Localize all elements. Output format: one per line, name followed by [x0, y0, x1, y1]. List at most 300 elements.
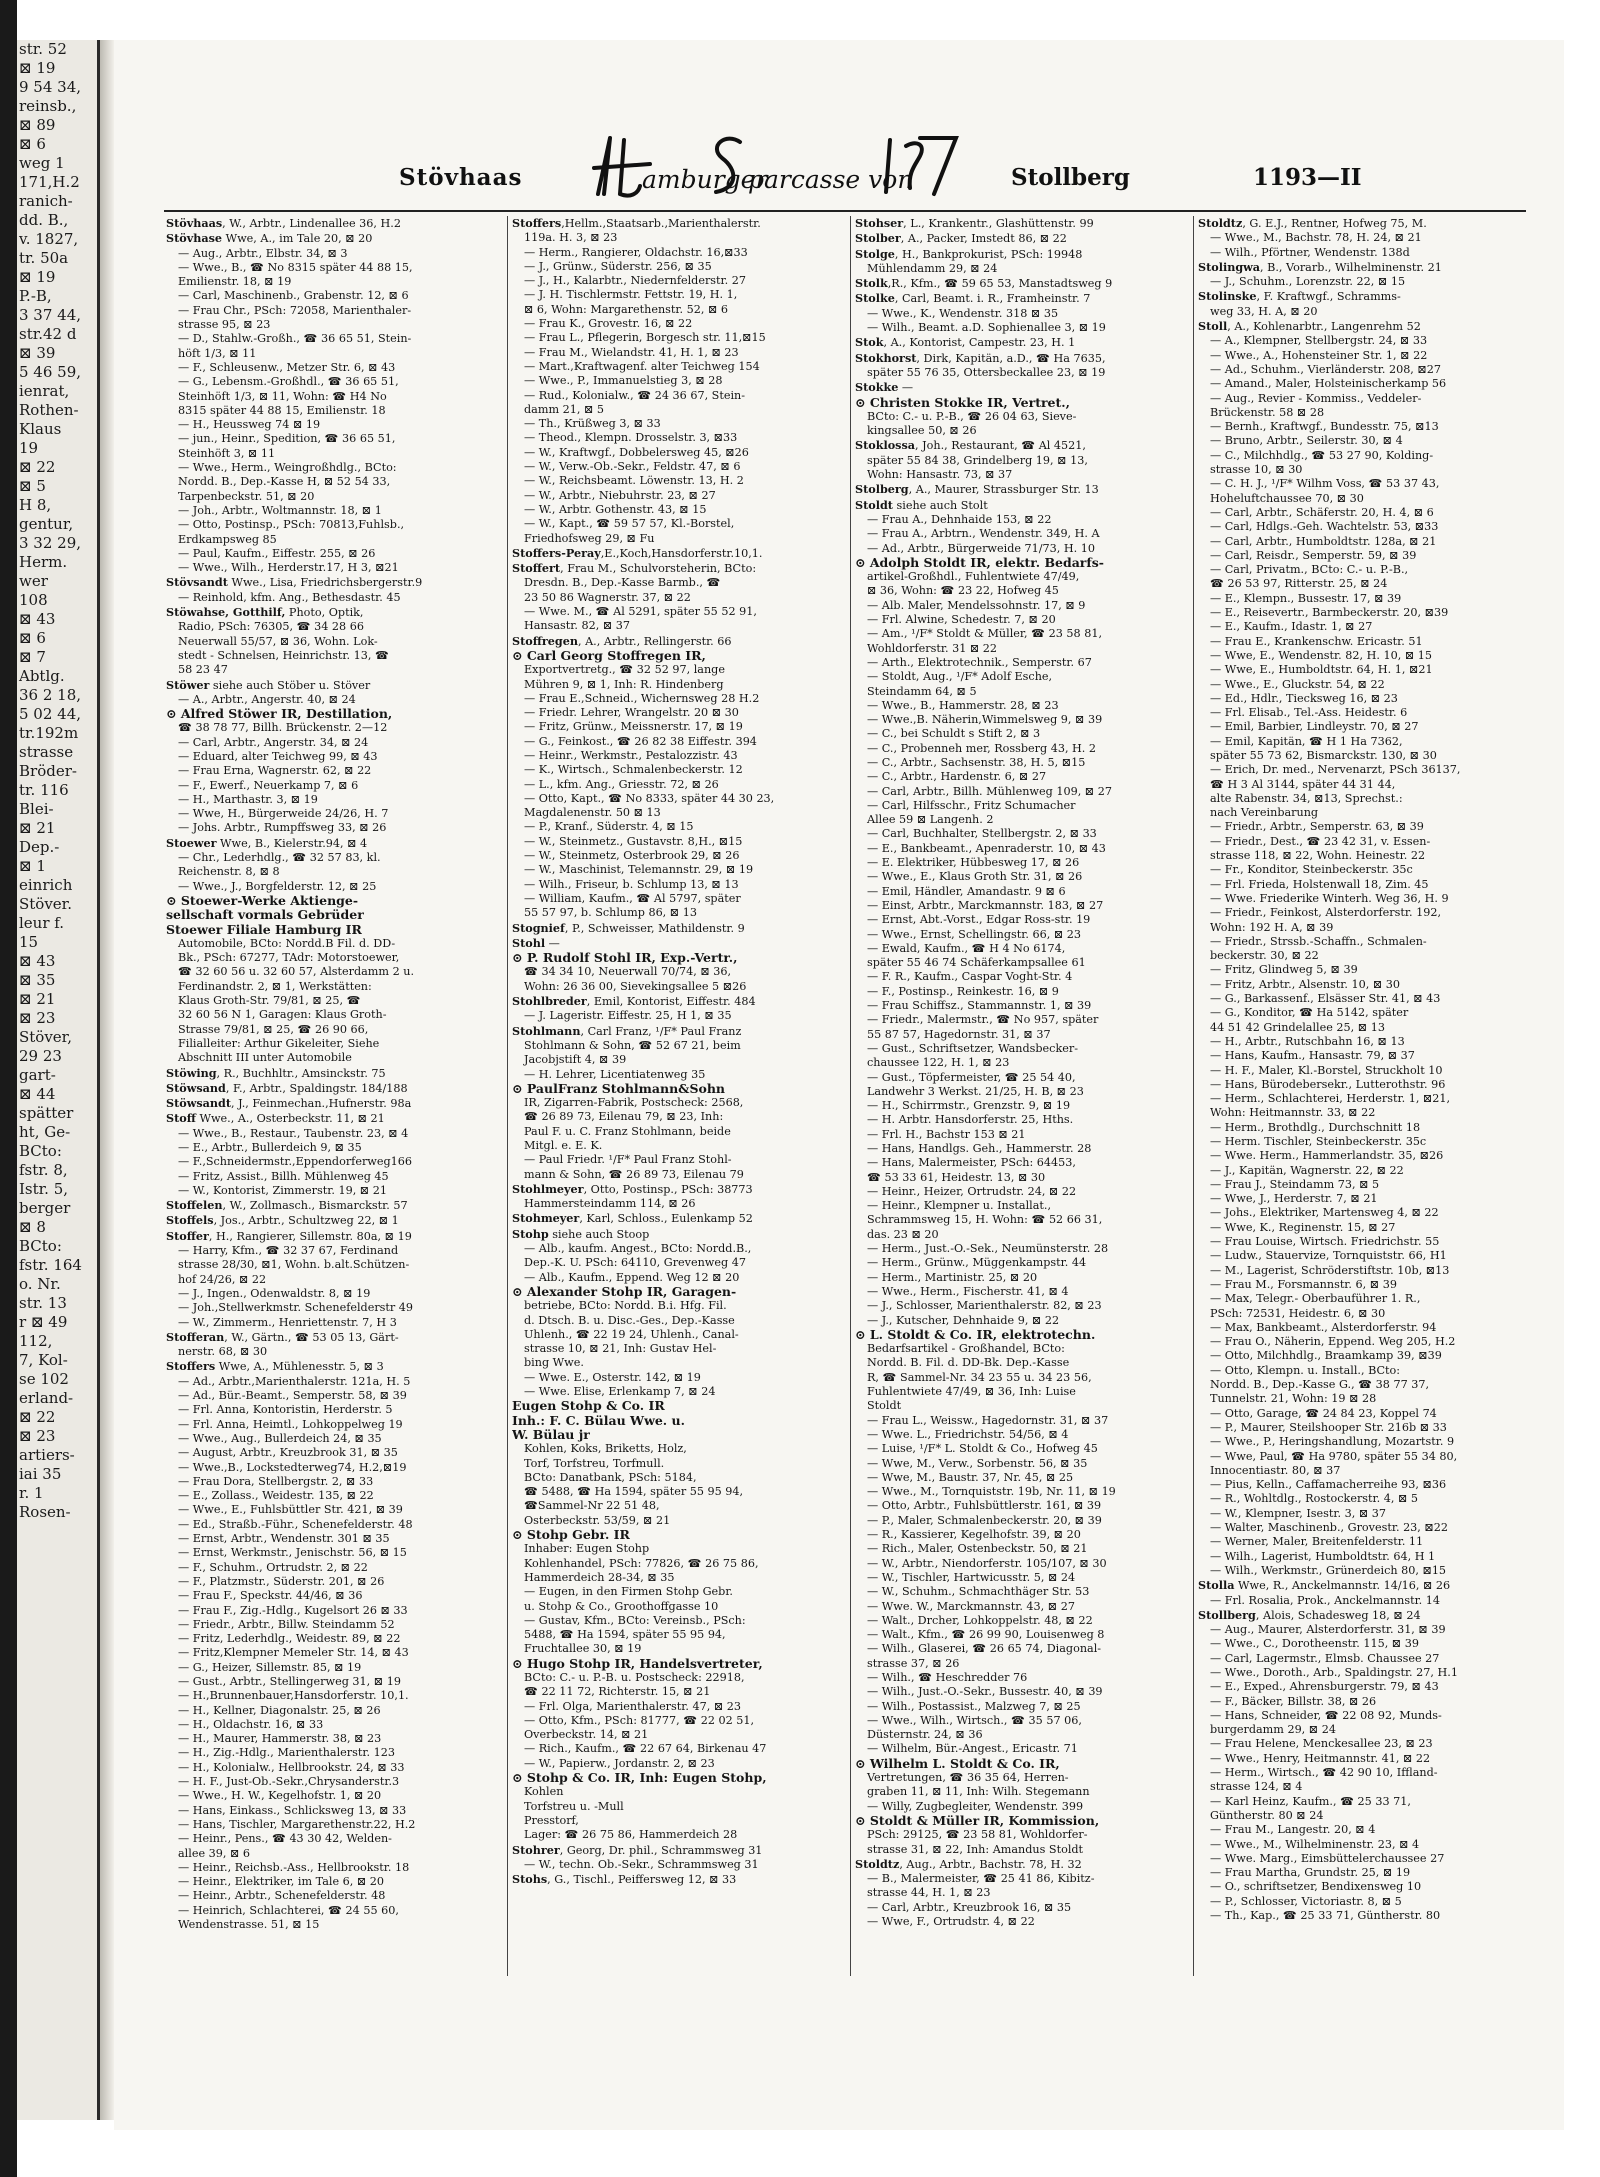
- directory-entry: [855, 1828, 1189, 1842]
- directory-entry: [166, 332, 503, 346]
- directory-entry: [166, 1403, 503, 1417]
- directory-entry: [1198, 1752, 1526, 1766]
- entry-text: Tunnelstr. 21, Wohn: 19 ⊠ 28: [1210, 1392, 1377, 1406]
- directory-entry: [512, 994, 846, 1009]
- directory-entry: [512, 878, 846, 892]
- entry-text: — Ernst, Arbtr., Wendenstr. 301 ⊠ 35: [178, 1532, 390, 1546]
- previous-page-snippet: r ⊠ 49: [19, 1313, 68, 1331]
- directory-entry: [512, 1182, 846, 1197]
- entry-text: — Heinr., Pens., ☎ 43 30 42, Welden-: [178, 1832, 392, 1846]
- entry-text: — Otto, Arbtr., Fuhlsbüttlerstr. 161, ⊠ 39: [867, 1499, 1102, 1513]
- entry-text: sellschaft vormals Gebrüder: [166, 908, 364, 923]
- directory-entry: [166, 289, 503, 303]
- entry-text: — W., Arbtr. Gothenstr. 43, ⊠ 15: [524, 502, 707, 516]
- directory-entry: [855, 291, 1189, 306]
- entry-text: Tarpenbeckstr. 51, ⊠ 20: [178, 489, 315, 503]
- entry-text: — Wilh., ☎ Heschredder 76: [867, 1670, 1028, 1684]
- directory-entry: [855, 970, 1189, 984]
- directory-entry: [166, 620, 503, 634]
- advertisement-entry: [512, 1399, 846, 1413]
- directory-entry: [855, 1785, 1189, 1799]
- directory-entry: [166, 937, 503, 951]
- directory-entry: [512, 1785, 846, 1799]
- entry-text: — W., Arbtr., Niendorferstr. 105/107, ⊠ 30: [867, 1556, 1107, 1570]
- entry-text: — H., Arbtr., Rutschbahn 16, ⊠ 13: [1210, 1034, 1405, 1048]
- directory-entry: [1198, 649, 1526, 663]
- directory-entry: [166, 750, 503, 764]
- directory-entry: [1198, 1895, 1526, 1909]
- directory-entry: [855, 1657, 1189, 1671]
- directory-entry: [166, 1675, 503, 1689]
- previous-page-margin: [17, 40, 100, 2120]
- entry-text: Schrammsweg 15, H. Wohn: ☎ 52 66 31,: [867, 1213, 1103, 1227]
- directory-entry: [512, 1271, 846, 1285]
- entry-text: — P., Schlosser, Victoriastr. 8, ⊠ 5: [1210, 1894, 1402, 1908]
- directory-entry: [512, 446, 846, 460]
- entry-text: — Hans, Einkass., Schlicksweg 13, ⊠ 33: [178, 1803, 407, 1817]
- entry-text: — Emil, Händler, Amandastr. 9 ⊠ 6: [867, 884, 1066, 898]
- directory-entry: [512, 1442, 846, 1456]
- previous-page-snippet: str. 13: [19, 1294, 67, 1312]
- directory-entry: [166, 1861, 503, 1875]
- entry-text: —: [545, 936, 560, 950]
- previous-page-snippet: 3 32 29,: [19, 534, 82, 552]
- entry-text: — Emil, Kapitän, ☎ H 1 Ha 7362,: [1210, 734, 1403, 748]
- directory-entry: [1198, 1292, 1526, 1306]
- directory-entry: [166, 1229, 503, 1244]
- directory-entry: [1198, 692, 1526, 706]
- directory-entry: [855, 366, 1189, 380]
- entry-text: ⊙ Carl Georg Stoffregen IR,: [512, 648, 706, 663]
- entry-text: — Gustav, Kfm., BCto: Vereinsb., PSch:: [524, 1613, 746, 1627]
- advertisement-entry: [855, 1814, 1189, 1828]
- entry-text: Wwe, R., Anckelmannstr. 14/16, ⊠ 26: [1234, 1579, 1451, 1593]
- directory-entry: [855, 1285, 1189, 1299]
- entry-text: 5488, ☎ Ha 1594, später 55 95 94,: [524, 1628, 726, 1642]
- directory-entry: [1198, 1680, 1526, 1694]
- directory-entry: [512, 260, 846, 274]
- entry-text: — Frau Louise, Wirtsch. Friedrichstr. 55: [1210, 1235, 1440, 1249]
- directory-entry: [855, 799, 1189, 813]
- page-number: 1193—II: [1253, 164, 1362, 191]
- entry-text: — Wwe., P., Heringshandlung, Mozartstr. 9: [1210, 1435, 1455, 1449]
- entry-text: — H., Marthastr. 3, ⊠ 19: [178, 792, 318, 806]
- directory-entry: [512, 1024, 846, 1039]
- entry-text: Wwe, B., Kielerstr.94, ⊠ 4: [216, 836, 368, 850]
- entry-text: — Rich., Maler, Ostenbeckstr. 50, ⊠ 21: [867, 1542, 1088, 1556]
- previous-page-snippet: strasse: [19, 743, 74, 761]
- entry-text: — Am., ¹/F* Stoldt & Müller, ☎ 23 58 81,: [867, 627, 1103, 641]
- entry-text: — Wilh., Glaserei, ☎ 26 65 74, Diagonal-: [867, 1642, 1102, 1656]
- directory-entry: [855, 454, 1189, 468]
- entry-text: Emilienstr. 18, ⊠ 19: [178, 275, 292, 289]
- entry-text: Hammersteindamm 114, ⊠ 26: [524, 1197, 696, 1211]
- directory-entry: [166, 1689, 503, 1703]
- entry-text: — Joh., Arbtr., Woltmannstr. 18, ⊠ 1: [178, 503, 382, 517]
- directory-entry: [512, 1828, 846, 1842]
- directory-entry: [512, 1858, 846, 1872]
- directory-entry: [512, 892, 846, 906]
- directory-entry: [166, 1258, 503, 1272]
- entry-text: — Aug., Arbtr., Elbstr. 34, ⊠ 3: [178, 246, 348, 260]
- entry-text: — J., Kutscher, Dehnhaide 9, ⊠ 22: [867, 1313, 1060, 1327]
- directory-entry: [512, 374, 846, 388]
- directory-entry: [166, 1818, 503, 1832]
- entry-text: — W., Kapt., ☎ 59 57 57, Kl.-Borstel,: [524, 517, 735, 531]
- directory-entry: [855, 1342, 1189, 1356]
- directory-entry: [1198, 477, 1526, 491]
- svg-text:parcasse von: parcasse von: [748, 165, 914, 194]
- directory-entry: [1198, 1206, 1526, 1220]
- entry-text: — Alb., kaufm. Angest., BCto: Nordd.B.,: [524, 1242, 752, 1256]
- entry-text: — F., Schuhm., Ortrudstr. 2, ⊠ 22: [178, 1560, 368, 1574]
- directory-entry: [1198, 535, 1526, 549]
- directory-entry: [512, 1872, 846, 1887]
- column-divider: [1193, 216, 1194, 1976]
- directory-entry: [512, 692, 846, 706]
- entry-text: — Carl, Arbtr., Schäferstr. 20, H. 4, ⊠ 6: [1210, 505, 1434, 519]
- entry-text: Wwe, A., Mühlenesstr. 5, ⊠ 3: [215, 1360, 384, 1374]
- directory-entry: [512, 1328, 846, 1342]
- directory-entry: [166, 1244, 503, 1258]
- previous-page-snippet: ienrat,: [19, 382, 70, 400]
- directory-entry: [1198, 1378, 1526, 1392]
- entry-text: — Frl. Anna, Kontoristin, Herderstr. 5: [178, 1403, 393, 1417]
- directory-entry: [1198, 334, 1526, 348]
- directory-entry: [166, 1273, 503, 1287]
- entry-text: Strasse 79/81, ⊠ 25, ☎ 26 90 66,: [178, 1022, 369, 1036]
- directory-entry: [855, 627, 1189, 641]
- entry-text: — W., Maschinist, Telemannstr. 29, ⊠ 19: [524, 863, 754, 877]
- entry-text: — J., Schlosser, Marienthalerstr. 82, ⊠ 23: [867, 1299, 1102, 1313]
- previous-page-snippet: Abtlg.: [19, 667, 65, 685]
- directory-entry: [512, 576, 846, 590]
- entry-text: Bedarfsartikel - Großhandel, BCto:: [867, 1342, 1065, 1356]
- directory-entry: [166, 1023, 503, 1037]
- directory-entry: [166, 1804, 503, 1818]
- entry-text: — F., Platzmstr., Süderstr. 201, ⊠ 26: [178, 1574, 385, 1588]
- entry-text: ⊙ Hugo Stohp IR, Handelsvertreter,: [512, 1656, 763, 1671]
- entry-text: — W., techn. Ob.-Sekr., Schrammsweg 31: [524, 1857, 759, 1871]
- directory-entry: [855, 1213, 1189, 1227]
- previous-page-snippet: ⊠ 43: [19, 610, 56, 628]
- entry-text: — K., Wirtsch., Schmalenbeckerstr. 12: [524, 763, 743, 777]
- entry-text: — L., kfm. Ang., Griesstr. 72, ⊠ 26: [524, 777, 719, 791]
- directory-entry: [512, 360, 846, 374]
- entry-text: — Walt., Drcher, Lohkoppelstr. 48, ⊠ 22: [867, 1613, 1093, 1627]
- directory-entry: [166, 807, 503, 821]
- entry-text: — Hans, Kaufm., Hansastr. 79, ⊠ 37: [1210, 1049, 1415, 1063]
- entry-text: , A., Arbtr., Rellingerstr. 66: [577, 634, 732, 648]
- advertisement-entry: [512, 649, 846, 663]
- entry-text: — Bruno, Arbtr., Seilerstr. 30, ⊠ 4: [1210, 434, 1403, 448]
- entry-text: — Heinr., Reichsb.-Ass., Hellbrookstr. 18: [178, 1860, 410, 1874]
- entry-text: — E., Exped., Ahrensburgerstr. 79, ⊠ 43: [1210, 1680, 1439, 1694]
- directory-entry: [1198, 620, 1526, 634]
- directory-entry: [166, 347, 503, 361]
- entry-surname: Stoewer: [166, 835, 217, 850]
- entry-surname: Stöwsandt: [166, 1096, 232, 1111]
- directory-entry: [512, 303, 846, 317]
- entry-text: Radio, PSch: 76305, ☎ 34 28 66: [178, 620, 364, 634]
- entry-text: Jacobjstift 4, ⊠ 39: [524, 1053, 627, 1067]
- entry-text: — Frau Erna, Wagnerstr. 62, ⊠ 22: [178, 764, 372, 778]
- directory-entry: [855, 1056, 1189, 1070]
- entry-text: 55 57 97, b. Schlump 86, ⊠ 13: [524, 906, 697, 920]
- entry-text: — F. R., Kaufm., Caspar Voght-Str. 4: [867, 970, 1073, 984]
- directory-entry: [855, 1099, 1189, 1113]
- directory-entry: [512, 1600, 846, 1614]
- directory-entry: [855, 1356, 1189, 1370]
- directory-entry: [166, 1066, 503, 1081]
- directory-entry: [512, 849, 846, 863]
- entry-text: — Wwe., H. W., Kegelhofstr. 1, ⊠ 20: [178, 1789, 382, 1803]
- entry-text: — P., Kranf., Süderstr. 4, ⊠ 15: [524, 820, 694, 834]
- entry-text: — Frau E., Krankenschw. Ericastr. 51: [1210, 634, 1423, 648]
- entry-text: — Wwe., Henry, Heitmannstr. 41, ⊠ 22: [1210, 1751, 1431, 1765]
- directory-entry: [855, 1571, 1189, 1585]
- directory-entry: [512, 1714, 846, 1728]
- advertisement-entry: [512, 1528, 846, 1542]
- entry-text: — Wwe., Wilh., Wirtsch., ☎ 35 57 06,: [867, 1713, 1082, 1727]
- directory-entry: [855, 498, 1189, 513]
- entry-text: Wohn: Hansastr. 73, ⊠ 37: [867, 468, 1013, 482]
- previous-page-snippet: ⊠ 21: [19, 990, 56, 1008]
- entry-text: — William, Kaufm., ☎ Al 5797, später: [524, 891, 741, 905]
- entry-text: Reichenstr. 8, ⊠ 8: [178, 865, 280, 879]
- directory-entry: [166, 591, 503, 605]
- entry-text: — Ad., Schuhm., Vierländerstr. 208, ⊠27: [1210, 362, 1442, 376]
- entry-surname: Stohlbreder: [512, 994, 587, 1009]
- directory-entry: [166, 1561, 503, 1575]
- directory-entry: [1198, 1652, 1526, 1666]
- entry-text: — Ad., Arbtr., Bürgerweide 71/73, H. 10: [867, 541, 1095, 555]
- directory-entry: [1198, 735, 1526, 749]
- directory-entry: [855, 1728, 1189, 1742]
- entry-text: — G., Lebensm.-Großhdl., ☎ 36 65 51,: [178, 375, 399, 389]
- directory-entry: [1198, 1435, 1526, 1449]
- entry-surname: Stoff: [166, 1111, 196, 1126]
- directory-entry: [512, 1068, 846, 1082]
- entry-text: — Friedr., Strssb.-Schaffn., Schmalen-: [1210, 934, 1427, 948]
- entry-text: W. Bülau jr: [512, 1427, 590, 1442]
- entry-text: Steinhöft 1/3, ⊠ 11, Wohn: ☎ H4 No: [178, 389, 387, 403]
- entry-surname: Stoldtz: [1198, 216, 1243, 230]
- entry-text: — E., Bankbeamt., Apenraderstr. 10, ⊠ 43: [867, 841, 1106, 855]
- directory-entry: [855, 956, 1189, 970]
- directory-entry: [855, 613, 1189, 627]
- entry-surname: Stolber: [855, 231, 901, 246]
- directory-entry: [1198, 289, 1526, 304]
- entry-text: — Paul Friedr. ¹/F* Paul Franz Stohl-: [524, 1153, 732, 1167]
- directory-entry: [166, 1141, 503, 1155]
- entry-text: — Wilh., Postassist., Malzweg 7, ⊠ 25: [867, 1699, 1081, 1713]
- directory-entry: [512, 1700, 846, 1714]
- entry-text: d. Dtsch. B. u. Disc.-Ges., Dep.-Kasse: [524, 1313, 735, 1327]
- directory-entry: [512, 806, 846, 820]
- directory-entry: [166, 418, 503, 432]
- directory-entry: [166, 821, 503, 835]
- directory-entry: [1198, 892, 1526, 906]
- previous-page-snippet: 171,H.2: [19, 173, 80, 191]
- entry-text: strasse 28/30, ⊠1, Wohn. b.alt.Schützen-: [178, 1258, 410, 1272]
- directory-entry: [1198, 1623, 1526, 1637]
- directory-entry: [166, 547, 503, 561]
- entry-text: — Wwe., Ernst, Schellingstr. 66, ⊠ 23: [867, 927, 1082, 941]
- directory-entry: [1198, 1392, 1526, 1406]
- entry-text: — Wwe., M., Tornquiststr. 19b, Nr. 11, ⊠ 19: [867, 1485, 1116, 1499]
- entry-text: Bk., PSch: 67277, TAdr: Motorstoewer,: [178, 951, 400, 965]
- directory-entry: [1198, 1021, 1526, 1035]
- previous-page-snippet: Stöver.: [19, 895, 72, 913]
- entry-text: — Wwe. Elise, Erlenkamp 7, ⊠ 24: [524, 1385, 716, 1399]
- directory-entry: [1198, 1364, 1526, 1378]
- previous-page-snippet: se 102: [19, 1370, 69, 1388]
- entry-text: — Wwe. W., Marckmannstr. 43, ⊠ 27: [867, 1599, 1075, 1613]
- directory-entry: [1198, 1307, 1526, 1321]
- entry-text: ⊙ Alfred Stöwer IR, Destillation,: [166, 707, 393, 722]
- entry-text: — Ed., Hdlr., Tiecksweg 16, ⊠ 23: [1210, 691, 1398, 705]
- previous-page-snippet: Dep.-: [19, 838, 60, 856]
- directory-entry: [1198, 1078, 1526, 1092]
- directory-entry: [855, 1499, 1189, 1513]
- directory-entry: [855, 380, 1189, 395]
- entry-text: — Heinrich, Schlachterei, ☎ 24 55 60,: [178, 1903, 399, 1917]
- directory-entry: [166, 447, 503, 461]
- entry-text: — C., Arbtr., Hardenstr. 6, ⊠ 27: [867, 770, 1047, 784]
- entry-text: — Carl, Arbtr., Angerstr. 34, ⊠ 24: [178, 735, 369, 749]
- entry-text: — Amand., Maler, Holsteinischerkamp 56: [1210, 377, 1447, 391]
- directory-entry: [512, 231, 846, 245]
- entry-text: — Frl. Anna, Heimtl., Lohkoppelweg 19: [178, 1417, 403, 1431]
- entry-text: — Frau J., Steindamm 73, ⊠ 5: [1210, 1177, 1380, 1191]
- directory-entry: [1198, 1666, 1526, 1680]
- entry-text: — R., Wohltdlg., Rostockerstr. 4, ⊠ 5: [1210, 1492, 1419, 1506]
- directory-entry: [1198, 1192, 1526, 1206]
- entry-text: — jun., Heinr., Spedition, ☎ 36 65 51,: [178, 432, 396, 446]
- entry-text: ⊙ L. Stoldt & Co. IR, elektrotechn.: [855, 1327, 1096, 1342]
- directory-entry: [166, 1461, 503, 1475]
- directory-entry: [166, 1446, 503, 1460]
- entry-text: Filialleiter: Arthur Gikeleiter, Siehe: [178, 1036, 380, 1050]
- entry-text: später 55 73 62, Bismarckstr. 130, ⊠ 30: [1210, 748, 1437, 762]
- directory-entry: [1198, 377, 1526, 391]
- entry-text: 8315 später 44 88 15, Emilienstr. 18: [178, 403, 386, 417]
- entry-text: , F. Kraftwgf., Schramms-: [1256, 290, 1401, 304]
- directory-entry: [166, 247, 503, 261]
- directory-entry: [166, 1170, 503, 1184]
- entry-text: , Frau M., Schulvorsteherin, BCto:: [560, 562, 757, 576]
- directory-entry: [1198, 921, 1526, 935]
- directory-entry: [512, 1139, 846, 1153]
- directory-entry: [855, 482, 1189, 497]
- directory-entry: [166, 951, 503, 965]
- directory-entry: [166, 561, 503, 575]
- entry-surname: Stokke: [855, 380, 899, 395]
- directory-entry: [512, 906, 846, 920]
- previous-page-snippet: spätter: [19, 1104, 74, 1122]
- entry-text: Presstorf,: [524, 1813, 579, 1827]
- entry-text: — Theod., Klempn. Drosselstr. 3, ⊠33: [524, 431, 738, 445]
- sparcasse-logo-icon: [590, 128, 1000, 206]
- entry-text: — Otto, Kfm., PSch: 81777, ☎ 22 02 51,: [524, 1713, 755, 1727]
- entry-text: — Otto, Kapt., ☎ No 8333, später 44 30 23,: [524, 791, 775, 805]
- advertisement-entry: [855, 396, 1189, 410]
- previous-page-snippet: 9 54 34,: [19, 78, 82, 96]
- entry-text: , Emil, Kontorist, Eiffestr. 484: [586, 995, 756, 1009]
- entry-text: , Joh., Restaurant, ☎ Al 4521,: [915, 439, 1086, 453]
- directory-entry: [166, 1875, 503, 1889]
- entry-text: , P., Schweisser, Mathildenstr. 9: [564, 921, 745, 935]
- advertisement-entry: [512, 1657, 846, 1671]
- entry-text: Paul F. u. C. Franz Stohlmann, beide: [524, 1124, 731, 1138]
- previous-page-snippet: iai 35: [19, 1465, 62, 1483]
- advertisement-entry: [512, 951, 846, 965]
- directory-entry: [512, 792, 846, 806]
- directory-entry: [855, 656, 1189, 670]
- directory-entry: [166, 375, 503, 389]
- directory-entry: [855, 216, 1189, 231]
- entry-text: — Wwe., B., ☎ No 8315 später 44 88 15,: [178, 260, 413, 274]
- entry-text: — Wwe. M., ☎ Al 5291, später 55 52 91,: [524, 605, 757, 619]
- directory-entry: [166, 880, 503, 894]
- entry-text: — Walt., Kfm., ☎ 26 99 90, Louisenweg 8: [867, 1628, 1105, 1642]
- entry-text: , Alois, Schadesweg 18, ⊠ 24: [1255, 1608, 1421, 1622]
- directory-entry: [166, 1330, 503, 1345]
- entry-text: Lager: ☎ 26 75 86, Hammerdeich 28: [524, 1828, 738, 1842]
- directory-entry: [855, 1414, 1189, 1428]
- directory-entry: [1198, 506, 1526, 520]
- previous-page-snippet: Blei-: [19, 800, 54, 818]
- directory-entry: [512, 619, 846, 633]
- entry-text: — Ludw., Stauervize, Tornquiststr. 66, H1: [1210, 1249, 1447, 1263]
- directory-entry: [1198, 463, 1526, 477]
- previous-page-snippet: ranich-: [19, 192, 73, 210]
- entry-text: ☎ 38 78 77, Billh. Brückenstr. 2—12: [178, 721, 388, 735]
- entry-text: — Wilh., Beamt. a.D. Sophienallee 3, ⊠ 19: [867, 321, 1106, 335]
- entry-text: strasse 10, ⊠ 30: [1210, 463, 1303, 477]
- entry-surname: Stoldt: [855, 497, 893, 512]
- entry-surname: Stolge: [855, 246, 895, 261]
- entry-text: — Reinhold, kfm. Ang., Bethesdastr. 45: [178, 590, 401, 604]
- directory-entry: [855, 1299, 1189, 1313]
- directory-entry: [166, 1904, 503, 1918]
- entry-text: Kohlenhandel, PSch: 77826, ☎ 26 75 86,: [524, 1556, 759, 1570]
- entry-text: — C., Probenneh mer, Rossberg 43, H. 2: [867, 741, 1097, 755]
- directory-entry: [512, 474, 846, 488]
- directory-entry: [1198, 1278, 1526, 1292]
- directory-entry: [855, 1843, 1189, 1857]
- directory-entry: [855, 1614, 1189, 1628]
- entry-text: — Frl. Olga, Marienthalerstr. 47, ⊠ 23: [524, 1699, 742, 1713]
- entry-text: strasse 37, ⊠ 26: [867, 1656, 960, 1670]
- entry-text: — Heinr., Elektriker, im Tale 6, ⊠ 20: [178, 1875, 385, 1889]
- entry-text: strasse 95, ⊠ 23: [178, 318, 271, 332]
- previous-page-snippet: ⊠ 89: [19, 116, 56, 134]
- directory-entry: [855, 1685, 1189, 1699]
- entry-text: — Hans, Malermeister, PSch: 64453,: [867, 1156, 1076, 1170]
- entry-text: ⊠ 36, Wohn: ☎ 23 22, Hofweg 45: [867, 584, 1059, 598]
- previous-page-snippet: Bröder-: [19, 762, 77, 780]
- directory-entry: [166, 1532, 503, 1546]
- directory-entry: [512, 1571, 846, 1585]
- directory-entry: [855, 1242, 1189, 1256]
- directory-entry: [855, 1886, 1189, 1900]
- entry-text: höft 1/3, ⊠ 11: [178, 346, 257, 360]
- entry-text: 32 60 56 N 1, Garagen: Klaus Groth-: [178, 1008, 387, 1022]
- directory-entry: [1198, 963, 1526, 977]
- entry-text: , Carl, Beamt. i. R., Framheinstr. 7: [894, 292, 1091, 306]
